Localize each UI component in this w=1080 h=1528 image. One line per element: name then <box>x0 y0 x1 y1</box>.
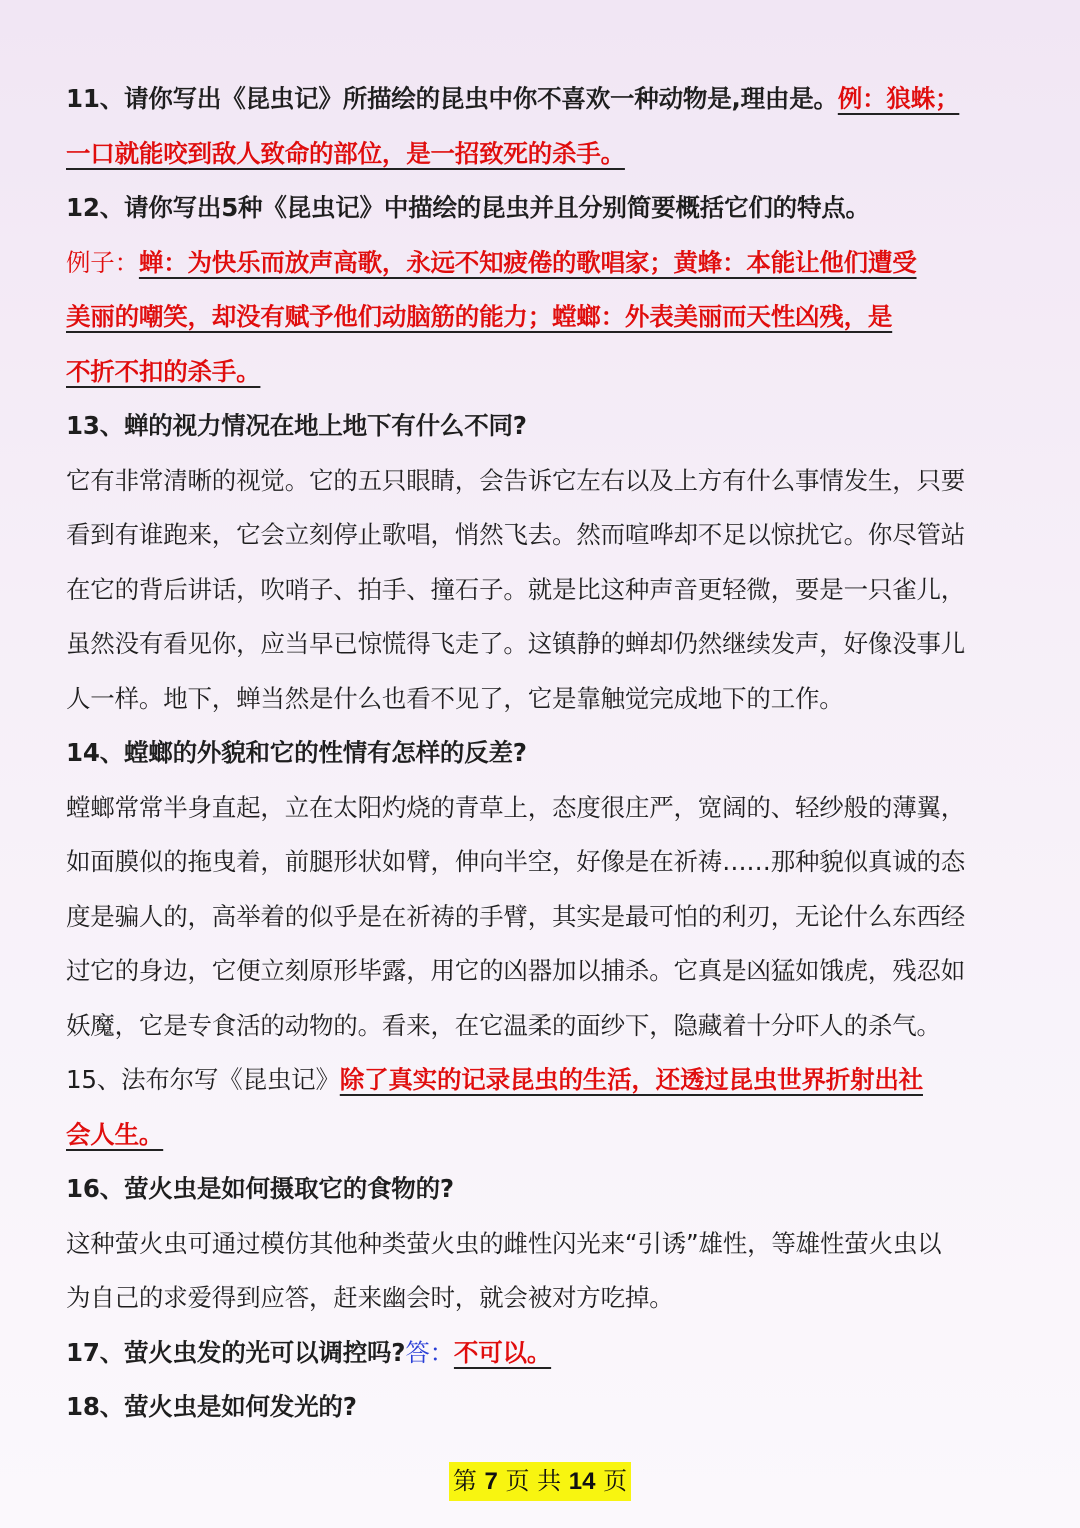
answer-13-line-2: 看到有谁跑来，它会立刻停止歌唱，悄然飞去。然而喧哗却不足以惊扰它。你尽管站 <box>66 520 966 549</box>
question-11: 11、请你写出《昆虫记》所描绘的昆虫中你不喜欢一种动物是,理由是。 <box>66 84 838 113</box>
question-12: 12、请你写出5种《昆虫记》中描绘的昆虫并且分别简要概括它们的特点。 <box>66 193 870 222</box>
question-15-line <box>66 1053 1016 1108</box>
answer-14-line-5: 妖魔，它是专食活的动物的。看来，在它温柔的面纱下，隐藏着十分吓人的杀气。 <box>66 1010 941 1040</box>
page-number-suffix: 页 <box>603 1467 628 1495</box>
answer-13-line-1: 它有非常清晰的视觉。它的五只眼睛，会告诉它左右以及上方有什么事情发生，只要 <box>66 465 966 495</box>
answer-14-line-4: 过它的身边，它便立刻原形毕露，用它的凶器加以捕杀。它真是凶猛如饿虎，残忍如 <box>66 956 966 985</box>
question-13: 13、蝉的视力情况在地上地下有什么不同? <box>66 411 527 440</box>
answer-13-line-3: 在它的背后讲话，吹哨子、拍手、撞石子。就是比这种声音更轻微，要是一只雀儿， <box>66 574 966 604</box>
page-number-mid: 页 共 <box>505 1467 562 1495</box>
current-page-number: 7 <box>484 1468 498 1495</box>
answer-11-reason: 一口就能咬到敌人致命的部位，是一招致死的杀手。 <box>66 138 625 168</box>
answer-14-line-1: 螳螂常常半身直起，立在太阳灼烧的青草上，态度很庄严，宽阔的、轻纱般的薄翼， <box>66 792 966 822</box>
answer-12-text-2: 美丽的嘲笑，却没有赋予他们动脑筋的能力；螳螂：外表美丽而天性凶残，是 <box>66 302 893 331</box>
answer-12-line-2 <box>66 290 1016 345</box>
answer-12-line-1 <box>66 236 1016 291</box>
answer-17: 不可以。 <box>453 1337 552 1367</box>
answer-16-line-2: 为自己的求爱得到应答，赶来幽会时，就会被对方吃掉。 <box>66 1283 674 1312</box>
question-16: 16、萤火虫是如何摄取它的食物的? <box>66 1174 454 1203</box>
answer-12-text-1: 蝉：为快乐而放声高歌，永远不知疲倦的歌唱家；黄蜂：本能让他们遭受 <box>138 247 917 277</box>
answer-14-line-3: 度是骗人的，高举着的似乎是在祈祷的手臂，其实是最可怕的利刃，无论什么东西经 <box>66 901 966 931</box>
total-page-number: 14 <box>568 1468 596 1495</box>
question-18: 18、萤火虫是如何发光的? <box>66 1392 357 1421</box>
answer-11-line <box>66 127 1016 182</box>
question-15: 15、法布尔写《昆虫记》 <box>66 1065 340 1094</box>
question-17-line <box>66 1326 1016 1381</box>
answer-15-line-2 <box>66 1108 1016 1163</box>
answer-15-text-1: 除了真实的记录昆虫的生活，还透过昆虫世界折射出社 <box>339 1065 923 1094</box>
document-page <box>66 72 1016 1435</box>
question-14: 14、螳螂的外貌和它的性情有怎样的反差? <box>66 738 527 767</box>
answer-13-line-4: 虽然没有看见你，应当早已惊慌得飞走了。这镇静的蝉却仍然继续发声，好像没事儿 <box>66 629 966 658</box>
question-11-line <box>66 72 1016 127</box>
page-number-prefix: 第 <box>452 1467 477 1495</box>
answer-12-prefix: 例子： <box>66 247 139 277</box>
page-footer <box>0 1462 1080 1501</box>
answer-11-example: 例：狼蛛； <box>837 84 960 113</box>
answer-16-line-1: 这种萤火虫可通过模仿其他种类萤火虫的雌性闪光来“引诱”雄性，等雄性萤火虫以 <box>66 1228 942 1258</box>
answer-15-text-2: 会人生。 <box>66 1119 164 1149</box>
answer-12-line-3 <box>66 345 1016 400</box>
answer-13-line-5: 人一样。地下，蝉当然是什么也看不见了，它是靠触觉完成地下的工作。 <box>66 683 844 713</box>
answer-14-line-2: 如面膜似的拖曳着，前腿形状如臂，伸向半空，好像是在祈祷……那种貌似真诚的态 <box>66 847 966 876</box>
answer-12-text-3: 不折不扣的杀手。 <box>66 356 261 386</box>
page-number-badge <box>449 1462 631 1501</box>
answer-17-prefix: 答： <box>405 1337 454 1367</box>
question-17: 17、萤火虫发的光可以调控吗? <box>66 1337 406 1367</box>
